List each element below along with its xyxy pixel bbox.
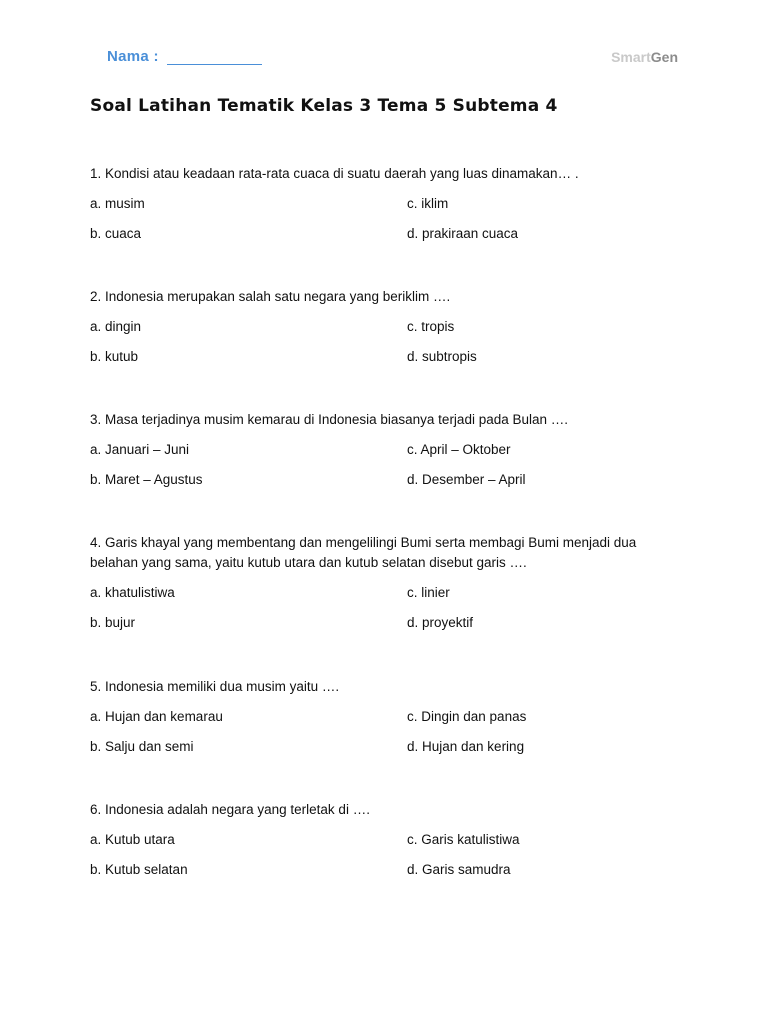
- options-row: [90, 583, 690, 613]
- question-2: [90, 287, 690, 377]
- question-text: 2. Indonesia merupakan salah satu negara yang beriklim ….: [90, 289, 451, 304]
- question-text: 3. Masa terjadinya musim kemarau di Indonesia biasanya terjadi pada Bulan ….: [90, 412, 569, 427]
- options: [90, 317, 690, 377]
- question-text: 6. Indonesia adalah negara yang terletak di ….: [90, 802, 370, 817]
- option-c: c. iklim: [407, 196, 449, 211]
- option-d: d. Desember – April: [407, 472, 526, 487]
- options-row: [90, 613, 690, 643]
- option-a: a. Kutub utara: [90, 832, 175, 847]
- option-c: c. Dingin dan panas: [407, 709, 527, 724]
- option-a: a. Januari – Juni: [90, 442, 190, 457]
- options: [90, 194, 690, 254]
- option-b: b. Salju dan semi: [90, 739, 194, 754]
- options: [90, 707, 690, 767]
- option-b: b. bujur: [90, 615, 136, 630]
- question-text: 5. Indonesia memiliki dua musim yaitu ….: [90, 679, 340, 694]
- question-text: [90, 533, 690, 573]
- options-row: [90, 470, 690, 500]
- option-b: b. kutub: [90, 349, 139, 364]
- options: [90, 830, 690, 890]
- option-d: d. proyektif: [407, 615, 474, 630]
- question-3: [90, 410, 690, 500]
- option-b: b. cuaca: [90, 226, 142, 241]
- option-a: a. musim: [90, 196, 145, 211]
- options-row: [90, 347, 690, 377]
- option-d: d. Hujan dan kering: [407, 739, 525, 754]
- option-b: b. Kutub selatan: [90, 862, 188, 877]
- question-1: [90, 164, 690, 254]
- option-c: c. April – Oktober: [407, 442, 511, 457]
- options-row: [90, 737, 690, 767]
- option-d: d. prakiraan cuaca: [407, 226, 519, 241]
- option-c: c. linier: [407, 585, 450, 600]
- brand-smart-text: Smart: [611, 49, 651, 65]
- name-blank-line: [167, 64, 262, 65]
- options-row: [90, 224, 690, 254]
- options: [90, 583, 690, 643]
- question-4: [90, 533, 690, 643]
- question-5: [90, 677, 690, 767]
- brand-logo: [611, 49, 678, 65]
- question-6: [90, 800, 690, 890]
- question-text: 1. Kondisi atau keadaan rata-rata cuaca di suatu daerah yang luas dinamakan… .: [90, 166, 579, 181]
- name-label: Nama :: [107, 48, 159, 65]
- options-row: [90, 194, 690, 224]
- options-row: [90, 707, 690, 737]
- options-row: [90, 440, 690, 470]
- option-d: d. Garis samudra: [407, 862, 511, 877]
- option-c: c. Garis katulistiwa: [407, 832, 520, 847]
- option-a: a. khatulistiwa: [90, 585, 175, 600]
- option-b: b. Maret – Agustus: [90, 472, 203, 487]
- option-a: a. dingin: [90, 319, 142, 334]
- options: [90, 440, 690, 500]
- page-header: [107, 46, 678, 70]
- question-text-line-2: belahan yang sama, yaitu kutub utara dan kutub selatan disebut garis ….: [90, 555, 527, 570]
- question-text-line-1: 4. Garis khayal yang membentang dan mengelilingi Bumi serta membagi Bumi menjadi dua: [90, 535, 637, 550]
- options-row: [90, 860, 690, 890]
- page-title: Soal Latihan Tematik Kelas 3 Tema 5 Subtema 4: [90, 96, 558, 116]
- option-c: c. tropis: [407, 319, 455, 334]
- option-a: a. Hujan dan kemarau: [90, 709, 223, 724]
- brand-gen-text: Gen: [650, 49, 678, 65]
- options-row: [90, 317, 690, 347]
- option-d: d. subtropis: [407, 349, 477, 364]
- options-row: [90, 830, 690, 860]
